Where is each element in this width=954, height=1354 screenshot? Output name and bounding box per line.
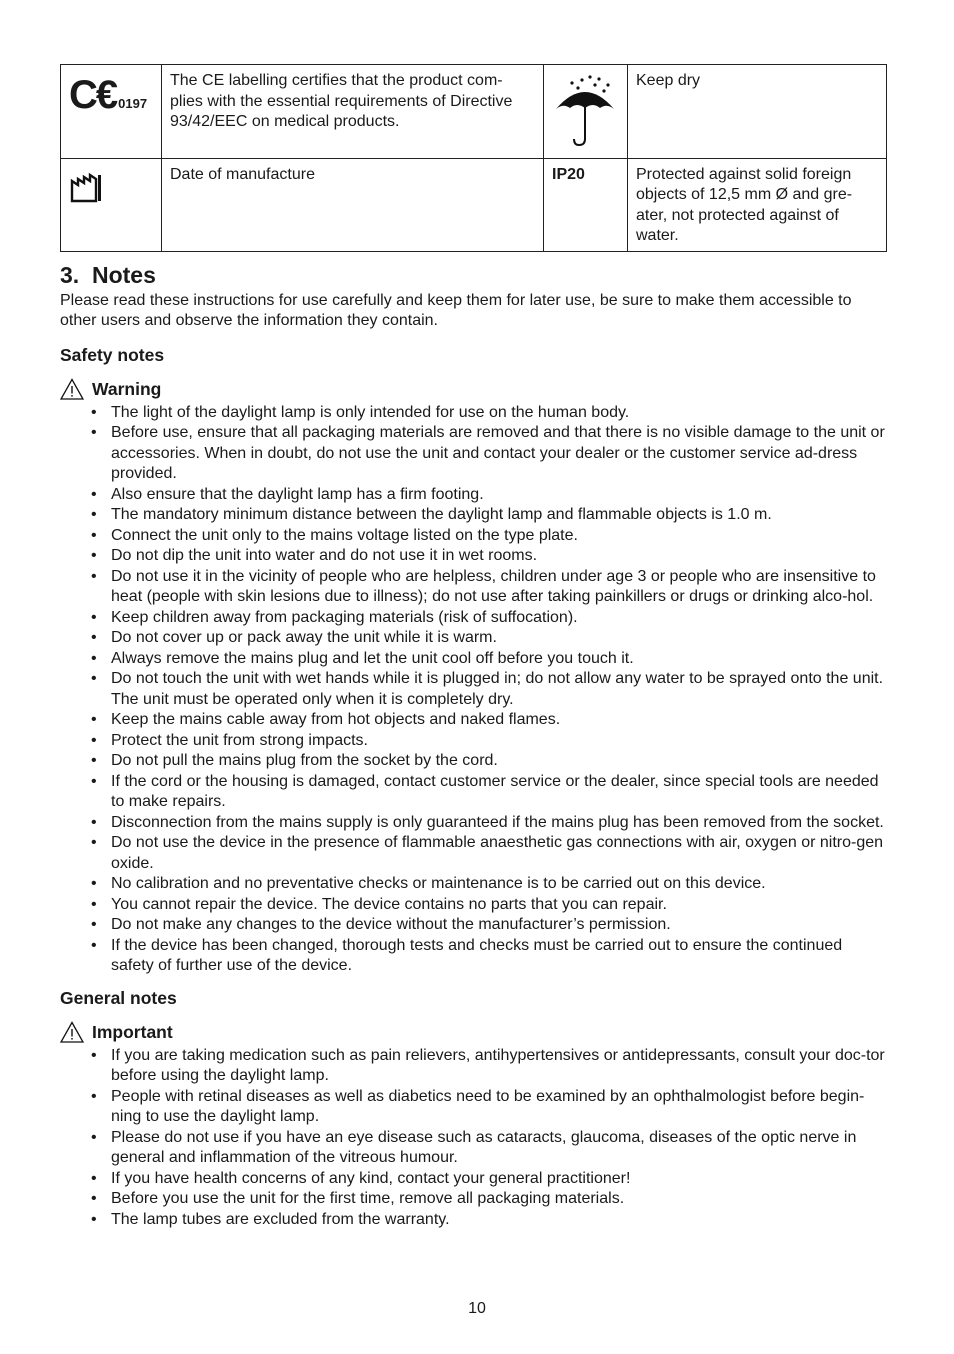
- list-item: • Always remove the mains plug and let the unit cool off before you touch it.: [60, 649, 886, 670]
- list-item: • Before you use the unit for the first time, remove all packaging materials.: [60, 1189, 886, 1210]
- list-item: • If you are taking medication such as pain relievers, antihypertensives or antidepressants, consult your doc-tor before using the daylight lamp.: [60, 1046, 886, 1087]
- list-item: • Do not pull the mains plug from the socket by the cord.: [60, 751, 886, 772]
- important-label: Important: [92, 1021, 173, 1042]
- general-notes-heading: General notes: [60, 987, 177, 1008]
- table-row: [61, 65, 887, 159]
- list-item: • Also ensure that the daylight lamp has a firm footing.: [60, 485, 886, 506]
- date-of-manufacture-cell: [61, 158, 162, 251]
- ce-notified-body-number: 0197: [118, 96, 148, 111]
- warning-triangle-icon: [60, 378, 84, 400]
- date-of-manufacture-description: Date of manufacture: [162, 158, 544, 251]
- list-item: • You cannot repair the device. The device contains no parts that you can repair.: [60, 895, 886, 916]
- list-item: • Keep the mains cable away from hot objects and naked flames.: [60, 710, 886, 731]
- document-page: [60, 64, 886, 1230]
- warning-label: Warning: [92, 378, 162, 399]
- ip-rating-description: Protected against solid foreign objects of 12,5 mm Ø and gre- ater, not protected against of water.: [628, 158, 887, 251]
- safety-notes-heading: Safety notes: [60, 344, 165, 365]
- list-item: • Before use, ensure that all packaging materials are removed and that there is no visible damage to the unit or accessories. When in doubt, do not use the unit and contact your dealer or the customer service ad-dress provided.: [60, 423, 886, 485]
- list-item: • People with retinal diseases as well as diabetics need to be examined by an ophthalmologist before begin-ning to use the daylight lamp.: [60, 1087, 886, 1128]
- page-number: 10: [468, 1300, 486, 1317]
- safety-notes-list: [60, 403, 886, 977]
- ce-mark-cell: [61, 65, 162, 159]
- warning-heading: [60, 378, 886, 400]
- list-item: • Disconnection from the mains supply is only guaranteed if the mains plug has been removed from the socket.: [60, 813, 886, 834]
- list-item: • No calibration and no preventative checks or maintenance is to be carried out on this device.: [60, 874, 886, 895]
- table-row: [61, 158, 887, 251]
- list-item: • Connect the unit only to the mains voltage listed on the type plate.: [60, 526, 886, 547]
- list-item: • The mandatory minimum distance between the daylight lamp and flammable objects is 1.0 m.: [60, 505, 886, 526]
- list-item: • Do not use it in the vicinity of people who are helpless, children under age 3 or people who are insensitive to heat (people with skin lesions due to illness); do not use after taking painkillers or drugs or drinking alco-hol.: [60, 567, 886, 608]
- list-item: • Do not cover up or pack away the unit while it is warm.: [60, 628, 886, 649]
- list-item: • The light of the daylight lamp is only intended for use on the human body.: [60, 403, 886, 424]
- list-item: • If you have health concerns of any kind, contact your general practitioner!: [60, 1169, 886, 1190]
- warning-triangle-icon: [60, 1021, 84, 1043]
- list-item: • Do not use the device in the presence of flammable anaesthetic gas connections with air, oxygen or nitro-gen oxide.: [60, 833, 886, 874]
- important-heading: [60, 1021, 886, 1043]
- list-item: • Do not dip the unit into water and do not use it in wet rooms.: [60, 546, 886, 567]
- list-item: • If the cord or the housing is damaged, contact customer service or the dealer, since special tools are needed to make repairs.: [60, 772, 886, 813]
- general-notes-list: [60, 1046, 886, 1231]
- umbrella-keep-dry-icon: [552, 71, 618, 147]
- list-item: • Protect the unit from strong impacts.: [60, 731, 886, 752]
- section-intro: Please read these instructions for use carefully and keep them for later use, be sure to make them accessible to other users and observe the information they contain.: [60, 291, 852, 329]
- symbols-table: [60, 64, 887, 252]
- list-item: • The lamp tubes are excluded from the warranty.: [60, 1210, 886, 1231]
- list-item: • Do not make any changes to the device without the manufacturer’s permission.: [60, 915, 886, 936]
- date-of-manufacture-icon: [69, 171, 103, 205]
- ce-description: The CE labelling certifies that the product com- plies with the essential requirements of Directive 93/42/EEC on medical products.: [162, 65, 544, 159]
- list-item: • Keep children away from packaging materials (risk of suffocation).: [60, 608, 886, 629]
- list-item: • Do not touch the unit with wet hands while it is plugged in; do not allow any water to be sprayed onto the unit. The unit must be operated only when it is completely dry.: [60, 669, 886, 710]
- keep-dry-cell: [544, 65, 628, 159]
- ce-mark-icon: C€: [69, 73, 117, 117]
- list-item: • If the device has been changed, thorough tests and checks must be carried out to ensure the continued safety of further use of the device.: [60, 936, 886, 977]
- ip-rating-label: IP20: [544, 158, 628, 251]
- section-title: 3. Notes: [60, 261, 156, 288]
- keep-dry-description: Keep dry: [628, 65, 887, 159]
- list-item: • Please do not use if you have an eye disease such as cataracts, glaucoma, diseases of the optic nerve in general and inflammation of the vitreous humour.: [60, 1128, 886, 1169]
